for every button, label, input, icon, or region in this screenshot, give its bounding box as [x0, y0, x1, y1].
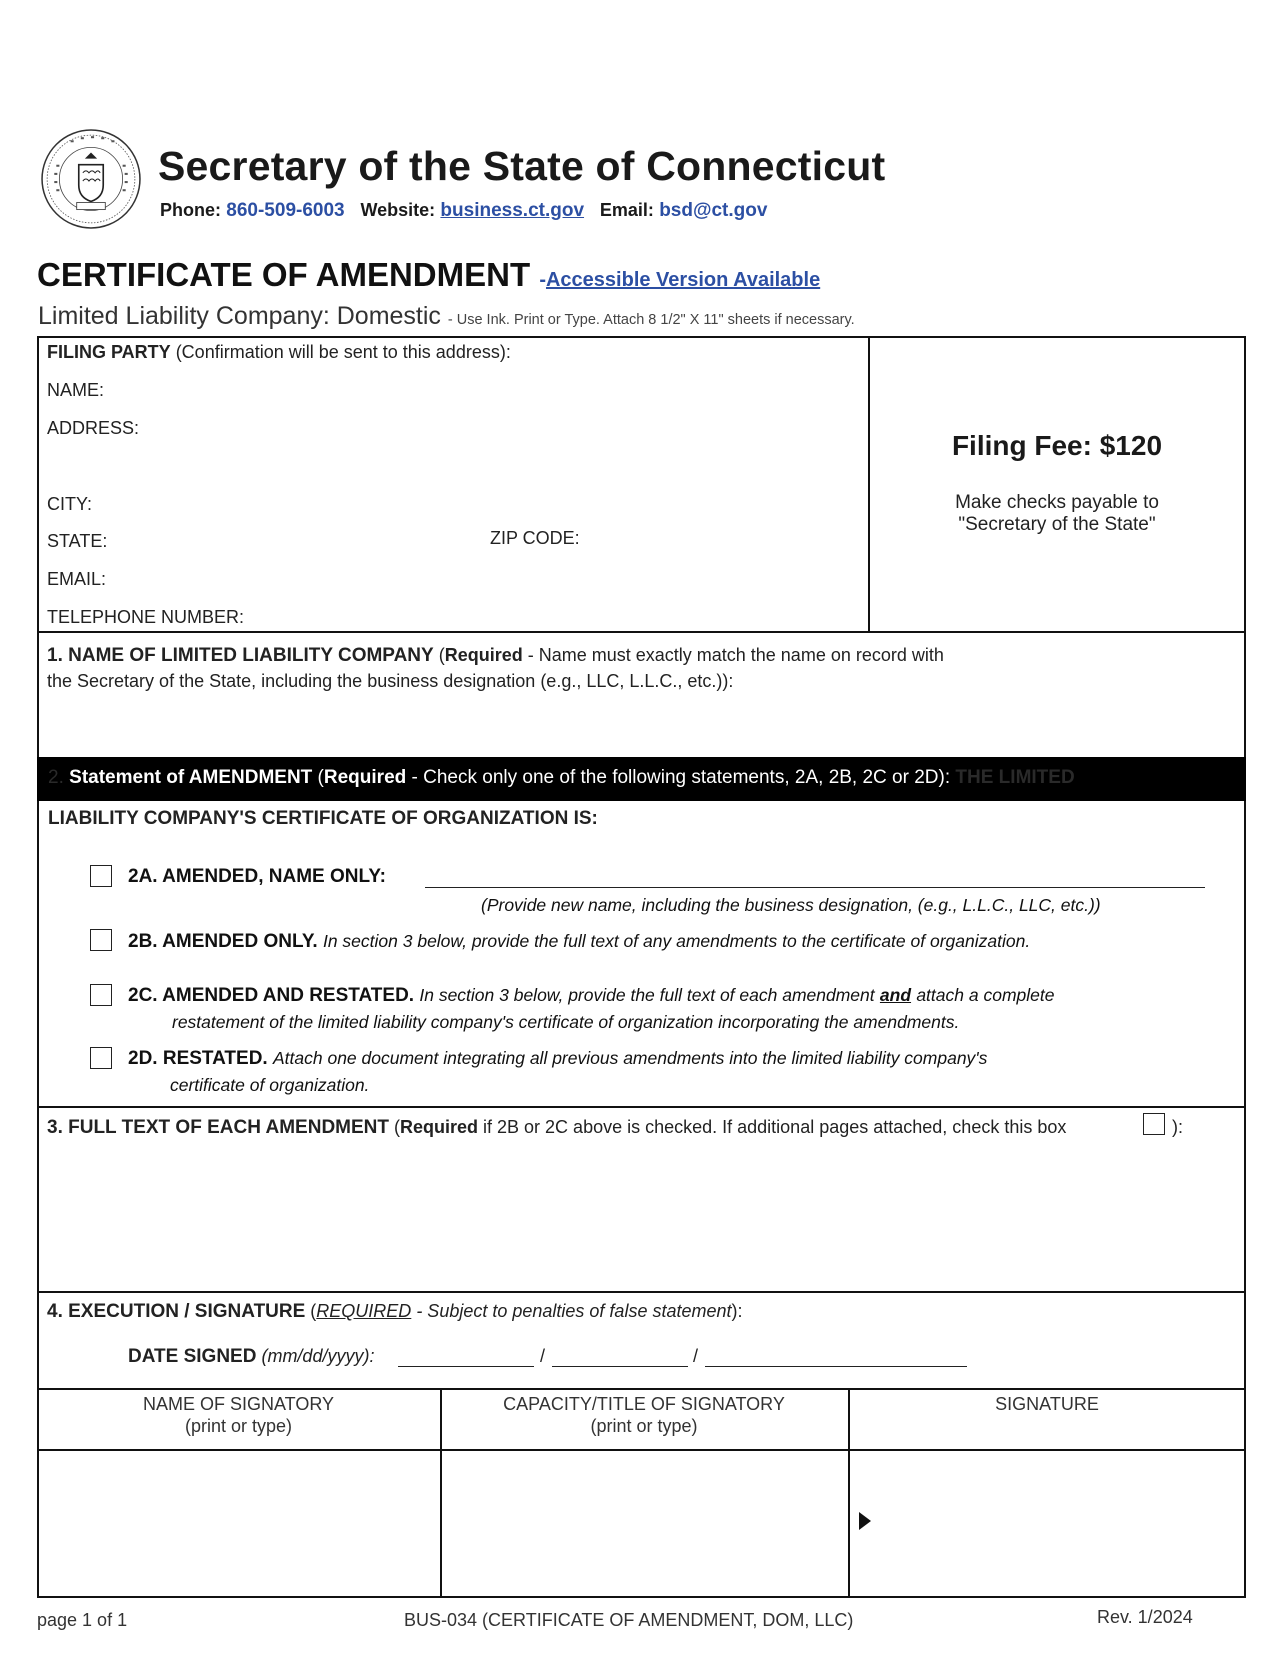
section1-heading: 1. NAME OF LIMITED LIABILITY COMPANY (Required - Name must exactly match the name on record with [47, 645, 944, 666]
signature-field[interactable] [851, 1452, 1244, 1596]
divider-section3 [37, 1106, 1246, 1108]
payable-line-1: Make checks payable to [955, 492, 1159, 513]
checkbox-2b[interactable] [90, 929, 112, 951]
telephone-label: TELEPHONE NUMBER: [47, 607, 245, 627]
city-label: CITY: [47, 494, 93, 514]
fee-divider [868, 336, 870, 632]
option-2d-text-2: certificate of organization. [170, 1075, 370, 1095]
section1-required: Required [444, 645, 523, 665]
name-label: NAME: [47, 380, 105, 400]
option-2c-text-1: In section 3 below, provide the full text of each amendment [419, 985, 875, 1005]
section2-note: - Check only one of the following statements, 2A, 2B, 2C or 2D): [406, 767, 951, 788]
section1-note-2: the Secretary of the State, including the business designation (e.g., LLC, L.L.C., etc.)): [47, 671, 734, 691]
col2-title: CAPACITY/TITLE OF SIGNATORY [503, 1394, 785, 1414]
section3-close: ): [1172, 1117, 1183, 1137]
contact-line [160, 200, 767, 222]
section3-heading: 3. FULL TEXT OF EACH AMENDMENT (Required if 2B or 2C above is checked. If additional pages attached, check this box [47, 1117, 1067, 1138]
section2-ghost-text: THE LIMITED [955, 767, 1075, 788]
option-2d [128, 1048, 987, 1070]
address-label: ADDRESS: [47, 418, 140, 438]
option-2b-label: 2B. AMENDED ONLY. [128, 931, 318, 952]
option-2c [128, 985, 1054, 1007]
form-id: BUS-034 (CERTIFICATE OF AMENDMENT, DOM, LLC) [404, 1610, 854, 1630]
email-field-label: EMAIL: [47, 569, 107, 589]
state-seal-logo [40, 128, 142, 230]
document-title-text: CERTIFICATE OF AMENDMENT [37, 256, 531, 293]
col1-sub: (print or type) [184, 1416, 293, 1436]
date-signed-label: DATE SIGNED [128, 1346, 257, 1367]
option-2c-label: 2C. AMENDED AND RESTATED. [128, 985, 415, 1006]
section4-close: ): [731, 1301, 743, 1321]
section1-note-1: - Name must exactly match the name on record with [522, 645, 944, 665]
section4-heading: 4. EXECUTION / SIGNATURE (REQUIRED - Subject to penalties of false statement): [47, 1301, 743, 1322]
payable-line-2: "Secretary of the State" [958, 514, 1156, 535]
date-slash-1: / [540, 1346, 546, 1366]
email-value: bsd@ct.gov [659, 200, 768, 221]
date-year-blank[interactable] [705, 1366, 967, 1367]
document-subtitle [38, 302, 855, 331]
option-2c-and: and [879, 985, 912, 1005]
section4-required: REQUIRED [316, 1301, 412, 1321]
section2-number: 2. [48, 767, 64, 788]
option-2a-hint-text: (Provide new name, including the business designation, (e.g., L.L.C., LLC, etc.)) [481, 895, 1101, 915]
col3-title: SIGNATURE [995, 1394, 1099, 1414]
signature-arrow-icon [858, 1511, 872, 1531]
zip-label: ZIP CODE: [490, 528, 580, 548]
sig-col-divider-2 [848, 1388, 850, 1598]
date-day-blank[interactable] [552, 1366, 688, 1367]
section1-title: 1. NAME OF LIMITED LIABILITY COMPANY [47, 645, 434, 666]
phone-value: 860-509-6003 [226, 200, 345, 221]
section2-line2: LIABILITY COMPANY'S CERTIFICATE OF ORGANIZATION IS: [48, 808, 598, 829]
signatory-name-field[interactable] [40, 1452, 438, 1596]
subtitle-text: Limited Liability Company: Domestic [38, 302, 441, 330]
divider-signature-head [37, 1449, 1246, 1451]
date-slash-2: / [693, 1346, 699, 1366]
option-2c-text-3: restatement of the limited liability company's certificate of organization incorporating the amendments. [172, 1012, 960, 1032]
checkbox-additional-pages[interactable] [1143, 1113, 1165, 1135]
col1-title: NAME OF SIGNATORY [142, 1394, 335, 1414]
checkbox-2c[interactable] [90, 984, 112, 1006]
option-2b-text: In section 3 below, provide the full text of any amendments to the certificate of organization. [322, 931, 1031, 951]
col-signature [848, 1393, 1246, 1415]
title-dash: - [539, 269, 546, 291]
checkbox-2a[interactable] [90, 865, 112, 887]
date-month-blank[interactable] [398, 1366, 534, 1367]
website-link[interactable]: business.ct.gov [440, 200, 585, 221]
section4-note: - Subject to penalties of false statement [411, 1301, 732, 1321]
page-number: page 1 of 1 [37, 1610, 128, 1630]
document-title [37, 256, 820, 294]
filing-party-heading [47, 342, 511, 363]
option-2a-blank[interactable] [425, 887, 1205, 888]
filing-party-title: FILING PARTY [47, 342, 171, 362]
payable-note [868, 492, 1246, 536]
section4-title: 4. EXECUTION / SIGNATURE [47, 1301, 306, 1322]
option-2a-label: 2A. AMENDED, NAME ONLY: [128, 866, 386, 887]
col-capacity-title [440, 1393, 848, 1437]
state-label: STATE: [47, 531, 108, 551]
date-format: (mm/dd/yyyy): [261, 1346, 375, 1366]
website-label: Website: [360, 200, 436, 220]
section2-required: Required [323, 767, 407, 788]
divider-signature-table [37, 1388, 1246, 1390]
divider-section4 [37, 1291, 1246, 1293]
col-name-of-signatory [37, 1393, 440, 1437]
org-title: Secretary of the State of Connecticut [158, 143, 886, 189]
accessible-version-link[interactable]: Accessible Version Available [545, 269, 821, 291]
section2-heading: 2. Statement of AMENDMENT (Required - Check only one of the following statements, 2A, 2B, 2C or 2D): THE LIMITED [48, 767, 1075, 788]
email-label: Email: [599, 200, 654, 220]
filing-fee: Filing Fee: $120 [951, 430, 1163, 461]
section3-title: 3. FULL TEXT OF EACH AMENDMENT [47, 1117, 389, 1138]
option-2c-line2 [172, 1012, 959, 1034]
phone-label: Phone: [160, 200, 221, 220]
option-2a-hint [481, 895, 1101, 917]
section3-required: Required [400, 1117, 479, 1137]
checkbox-2d[interactable] [90, 1047, 112, 1069]
option-2c-text-2: attach a complete [916, 985, 1055, 1005]
revision: Rev. 1/2024 [1097, 1607, 1193, 1627]
option-2d-label: 2D. RESTATED. [128, 1048, 268, 1069]
date-signed [128, 1346, 374, 1368]
option-2b [128, 931, 1030, 953]
instructions-text: - Use Ink. Print or Type. Attach 8 1/2" X 11" sheets if necessary. [447, 312, 855, 328]
col2-sub: (print or type) [590, 1416, 698, 1436]
section3-note: if 2B or 2C above is checked. If additional pages attached, check this box [478, 1117, 1067, 1137]
filing-party-note: (Confirmation will be sent to this address): [175, 342, 511, 362]
option-2d-line2 [170, 1075, 369, 1097]
signatory-title-field[interactable] [443, 1452, 846, 1596]
option-2d-text-1: Attach one document integrating all previous amendments into the limited liability company's [272, 1048, 988, 1068]
divider-section1 [37, 631, 1246, 633]
section2-title: Statement of AMENDMENT [69, 767, 313, 788]
